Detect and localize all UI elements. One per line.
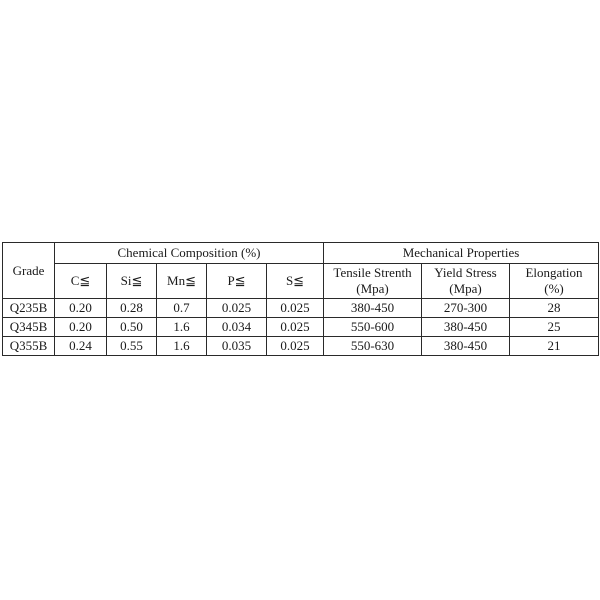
cell-tensile: 380-450 [324,299,422,318]
cell-grade: Q345B [3,318,55,337]
header-chemical-composition: Chemical Composition (%) [55,243,324,264]
cell-p: 0.035 [207,337,267,356]
cell-tensile: 550-600 [324,318,422,337]
cell-s: 0.025 [267,337,324,356]
table-row [3,318,599,337]
cell-s: 0.025 [267,318,324,337]
cell-mn: 1.6 [157,337,207,356]
header-p: P≦ [207,264,267,299]
header-elongation [510,264,599,299]
cell-tensile: 550-630 [324,337,422,356]
cell-mn: 0.7 [157,299,207,318]
cell-yield: 380-450 [422,337,510,356]
header-tensile-strength [324,264,422,299]
cell-si: 0.50 [107,318,157,337]
header-row-groups [3,243,599,264]
header-tensile-strength-label: Tensile Strenth [333,265,412,280]
header-yield-stress [422,264,510,299]
cell-grade: Q355B [3,337,55,356]
cell-p: 0.025 [207,299,267,318]
header-si: Si≦ [107,264,157,299]
header-yield-stress-label: Yield Stress [434,265,497,280]
cell-c: 0.20 [55,299,107,318]
header-mn: Mn≦ [157,264,207,299]
cell-c: 0.24 [55,337,107,356]
cell-elongation: 28 [510,299,599,318]
cell-yield: 380-450 [422,318,510,337]
header-grade: Grade [3,243,55,299]
steel-properties-table-wrapper [2,242,598,356]
header-elongation-unit: (%) [544,281,564,296]
cell-c: 0.20 [55,318,107,337]
cell-grade: Q235B [3,299,55,318]
header-s: S≦ [267,264,324,299]
header-mechanical-properties: Mechanical Properties [324,243,599,264]
cell-p: 0.034 [207,318,267,337]
cell-si: 0.55 [107,337,157,356]
header-c: C≦ [55,264,107,299]
cell-si: 0.28 [107,299,157,318]
cell-mn: 1.6 [157,318,207,337]
cell-yield: 270-300 [422,299,510,318]
steel-properties-table [2,242,599,356]
header-yield-stress-unit: (Mpa) [449,281,482,296]
table-row [3,337,599,356]
cell-elongation: 21 [510,337,599,356]
header-row-columns [3,264,599,299]
cell-s: 0.025 [267,299,324,318]
header-tensile-strength-unit: (Mpa) [356,281,389,296]
table-row [3,299,599,318]
cell-elongation: 25 [510,318,599,337]
header-elongation-label: Elongation [525,265,583,280]
